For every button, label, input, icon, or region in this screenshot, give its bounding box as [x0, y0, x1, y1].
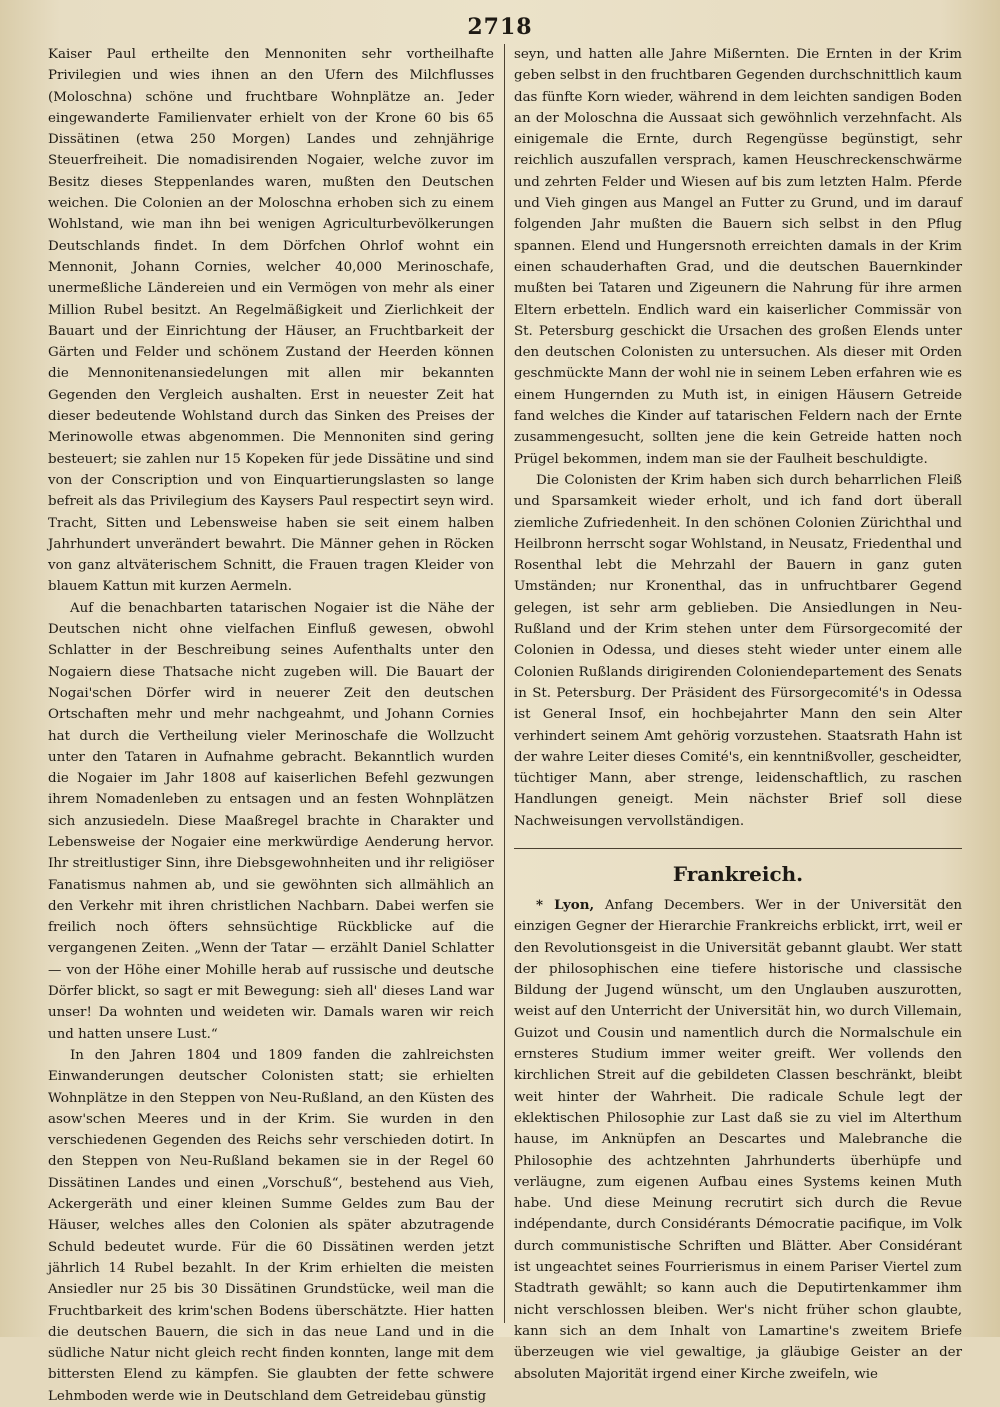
paragraph: Auf die benachbarten tatarischen Nogaier ist die Nähe der Deutschen nicht ohne vielfachen Einfluß gewesen, obwohl Schlatter in der Beschreibung seines Aufenthalts unter den Nogaiern diese Thatsache nicht zugeben will. Die Bauart der Nogai'schen Dörfer wird in neuerer Zeit den deutschen Ortschaften mehr und mehr nachgeahmt, und Johann Cornies hat durch die Vertheilung vieler Merinoschafe die Wollzucht unter den Tataren in Aufnahme gebracht. Bekanntlich wurden die Nogaier im Jahr 1808 auf kaiserlichen Befehl gezwungen ihrem Nomadenleben zu entsagen und an festen Wohnplätzen sich anzusiedeln. Diese Maaßregel brachte in Charakter und Lebensweise der Nogaier eine merkwürdige Aenderung hervor. Ihr streitlustiger Sinn, ihre Diebsgewohnheiten und ihr religiöser Fanatismus nahmen ab, und sie gewöhnten sich allmählich an den Verkehr mit ihren christlichen Nachbarn. Dabei werfen sie freilich noch öfters sehnsüchtige Rückblicke auf die vergangenen Zeiten. „Wenn der Tatar — erzählt Daniel Schlatter — von der Höhe einer Mohille herab auf russische und deutsche Dörfer blickt, so sagt er mit Bewegung: sieh all' dieses Land war unser! Da wohnten und weideten wir. Damals waren wir reich und hatten unsere Lust.“ — [48, 600, 494, 1042]
section-heading: Frankreich. — [672, 861, 804, 886]
dateline-paragraph — [514, 895, 962, 1385]
paragraph: Kaiser Paul ertheilte den Mennoniten sehr vortheilhafte Privilegien und wies ihnen an den Ufern des Milchflusses (Moloschna) schöne und fruchtbare Wohnplätze an. Jeder eingewanderte Familienvater erhielt von der Krone 60 bis 65 Dissätinen (etwa 250 Morgen) Landes und zehnjährige Steuerfreiheit. Die nomadisirenden Nogaier, welche zuvor im Besitz dieses Steppenlandes waren, mußten den Deutschen weichen. Die Colonien an der Moloschna erhoben sich zu einem Wohlstand, wie man ihn bei wenigen Agriculturbevölkerungen Deutschlands findet. In dem Dörfchen Ohrlof wohnt ein Mennonit, Johann Cornies, welcher 40,000 Merinoschafe, unermeßliche Ländereien und ein Vermögen von mehr als einer Million Rubel besitzt. An Regelmäßigkeit und Zierlichkeit der Bauart und der Einrichtung der Häuser, an Fruchtbarkeit der Gärten und Felder und schönem Zustand der Heerden können die Mennonitenansiedelungen mit allen mir bekannten Gegenden den Vergleich aushalten. Erst in neuester Zeit hat dieser bedeutende Wohlstand durch das Sinken des Preises der Merinowolle etwas abgenommen. Die Mennoniten sind gering besteuert; sie zahlen nur 15 Kopeken für jede Dissätine und sind von der Conscription und von Einquartierungslasten so lange befreit als das Privilegium des Kaysers Paul respectirt seyn wird. Tracht, Sitten und Lebensweise haben sie seit einem halben Jahrhundert unverändert bewahrt. Die Männer gehen in Röcken von ganz altväterischem Schnitt, die Frauen tragen Kleider von blauem Kattun mit kurzen Aermeln. — [48, 47, 494, 595]
paragraph: In den Jahren 1804 und 1809 fanden die zahlreichsten Einwanderungen deutscher Colonisten statt; sie erhielten Wohnplätze in den Steppen von Neu-Rußland, an den Küsten des asow'schen Meeres und in der Krim. Sie wurden in den verschiedenen Gegenden des Reichs sehr verschieden dotirt. In den Steppen von Neu-Rußland bekamen sie in der Regel 60 Dissätinen Landes und einen „Vorschuß“, bestehend aus Vieh, Ackergeräth und einer kleinen Summe Geldes zum Bau der Häuser, welches alles den Colonien als später abzutragende Schuld bedeutet wurde. Für die 60 Dissätinen werden jetzt jährlich 14 Rubel bezahlt. In der Krim erhielten die meisten Ansiedler nur 25 bis 30 Dissätinen Grundstücke, weil man die Fruchtbarkeit des krim'schen Bodens überschätzte. Hier hatten die deutschen Bauern, die sich in das neue Land und in die südliche Natur nicht gleich recht finden konnten, lange mit dem bittersten Elend zu kämpfen. Sie glaubten der fette schwere Lehmboden werde wie in Deutschland dem Getreidebau günstig — [48, 1047, 494, 1404]
left-column — [48, 44, 494, 1404]
column-divider — [504, 44, 505, 1323]
paragraph: Die Colonisten der Krim haben sich durch beharrlichen Fleiß und Sparsamkeit wieder erholt, und ich fand dort überall ziemliche Zufriedenheit. In den schönen Colonien Zürichthal und Heilbronn herrscht sogar Wohlstand, in Neusatz, Friedenthal und Rosenthal lebt die Mehrzahl der Bauern in ganz guten Umständen; nur Kronenthal, das in unfruchtbarer Gegend gelegen, ist sehr arm geblieben. Die Ansiedlungen in Neu-Rußland und der Krim stehen unter dem Fürsorgecomité der Colonien in Odessa, und dieses steht wieder unter einem alle Colonien Rußlands dirigirenden Coloniendepartement des Senats in St. Petersburg. Der Präsident des Fürsorgecomité's in Odessa ist General Insof, ein hochbejahrter Mann den sein Alter verhindert seinem Amt gehörig vorzustehen. Staatsrath Hahn ist der wahre Leiter dieses Comité's, ein kenntnißvoller, gescheidter, tüchtiger Mann, aber strenge, leidenschaftlich, zu raschen Handlungen geneigt. Mein nächster Brief soll diese Nachweisungen vervollständigen. — [514, 472, 962, 829]
page-number: 2718 — [467, 14, 533, 40]
right-column — [514, 44, 963, 1382]
dateline-place: * Lyon, — [536, 896, 595, 913]
paragraph: seyn, und hatten alle Jahre Mißernten. Die Ernten in der Krim geben selbst in den fruchtbaren Gegenden durchschnittlich kaum das fünfte Korn wieder, während in dem leichten sandigen Boden an der Moloschna die Aussaat sich gewöhnlich verzehnfacht. Als einigemale die Ernte, durch Regengüsse begünstigt, sehr reichlich auszufallen versprach, kamen Heuschreckenschwärme und zehrten Felder und Wiesen auf bis zum letzten Halm. Pferde und Vieh gingen aus Mangel an Futter zu Grund, und im darauf folgenden Jahr mußten die Bauern sich selbst in den Pflug spannen. Elend und Hungersnoth erreichten damals in der Krim einen schauderhaften Grad, und die deutschen Bauernkinder mußten bei Tataren und Zigeunern die Nahrung für ihre armen Eltern erbetteln. Endlich ward ein kaiserlicher Commissär von St. Petersburg geschickt die Ursachen des großen Elends unter den deutschen Colonisten zu untersuchen. Als dieser mit Orden geschmückte Mann der wohl nie in seinem Leben erfahren wie es einem Hungernden zu Muth ist, in einigen Häusern Getreide fand welches die Kinder auf tatarischen Feldern nach der Ernte zusammengesucht, sollten jene die kein Getreide hatten noch Prügel bekommen, indem man sie der Faulheit beschuldigte. — [514, 47, 962, 467]
dateline-text: Anfang Decembers. Wer in der Universität den einzigen Gegner der Hierarchie Frankreichs erblickt, irrt, weil er den Revolutionsgeist in die Universität gebannt glaubt. Wer statt der philosophischen eine tiefere historische und classische Bildung der Jugend wünscht, um den Unglauben auszurotten, weist auf den Unterricht der Universität hin, wo durch Villemain, Guizot und Cousin und namentlich durch die Normalschule ein ernsteres Studium immer weiter greift. Wer vollends den kirchlichen Streit auf die gebildeten Classen beschränkt, bleibt weit hinter der Wahrheit. Die radicale Schule legt der eklektischen Philosophie zur Last daß sie zu viel im Alterthum hause, im Anknüpfen an Descartes und Malebranche die Philosophie des achtzehnten Jahrhunderts überhüpfe und verläugne, zum eigenen Aufbau eines Systems keinen Muth habe. Und diese Meinung recrutirt sich durch die Revue indépendante, durch Considérants Démocratie pacifique, im Volk durch communistische Schriften und Blätter. Aber Considérant ist ungeachtet seines Fourrierismus in einem Pariser Viertel zum Stadtrath gewählt; so kann auch die Deputirtenkammer ihm nicht verschlossen bleiben. Wer's nicht früher schon glaubte, kann sich an dem Inhalt von Lamartine's zweitem Briefe überzeugen wie viel gewaltige, ja gläubige Geister an der absoluten Majorität irgend einer Kirche zweifeln, wie — [514, 897, 963, 1382]
section-separator — [514, 848, 962, 849]
